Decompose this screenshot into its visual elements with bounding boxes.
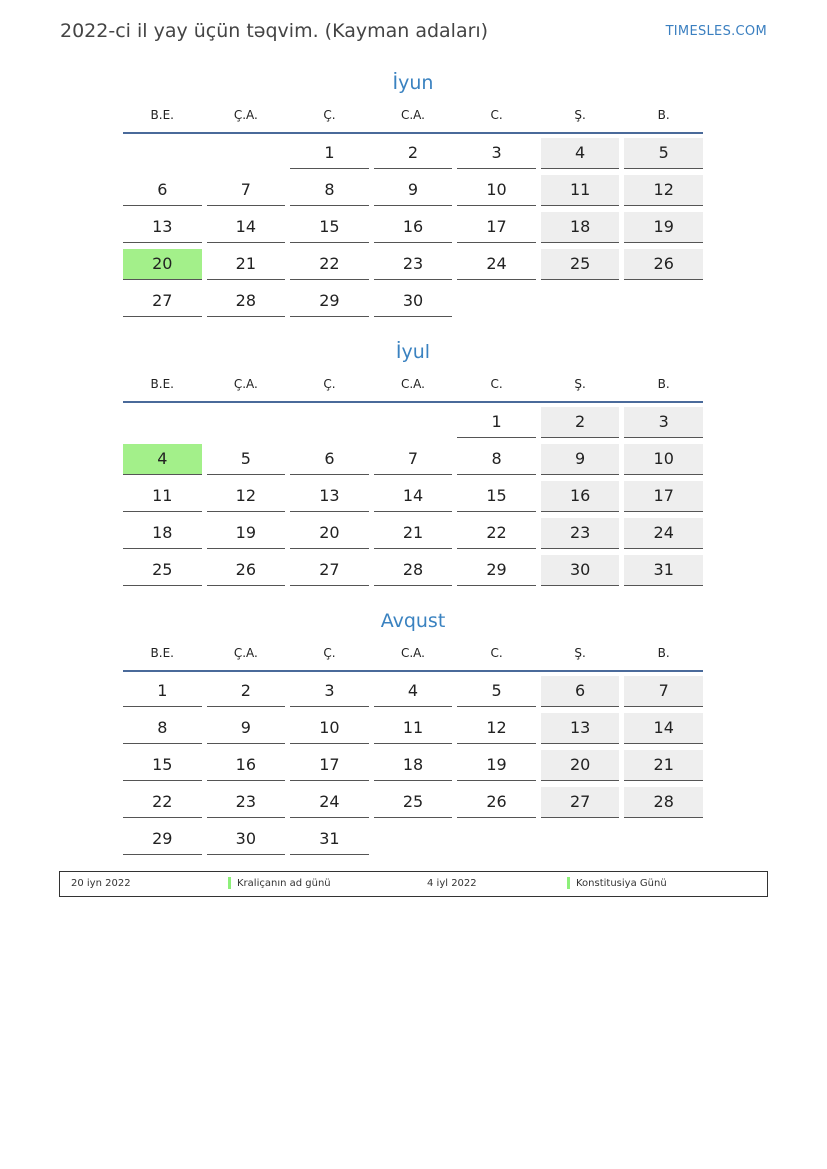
empty-cell xyxy=(123,138,202,168)
day-cell[interactable]: 21 xyxy=(624,750,703,781)
day-cell[interactable]: 16 xyxy=(374,212,453,243)
weekday-label: Ç. xyxy=(323,646,336,660)
day-cell[interactable]: 12 xyxy=(457,713,536,744)
day-cell[interactable]: 23 xyxy=(541,518,620,549)
day-cell[interactable]: 2 xyxy=(207,676,286,707)
weekday-label: B. xyxy=(657,108,670,122)
day-cell[interactable]: 24 xyxy=(457,249,536,280)
legend-holiday-1: Kraliçanın ad günü xyxy=(237,878,331,889)
legend-date-2: 4 iyl 2022 xyxy=(427,878,477,889)
day-cell[interactable]: 22 xyxy=(457,518,536,549)
day-cell[interactable]: 4 xyxy=(123,444,202,475)
weekday-header xyxy=(123,98,703,134)
day-cell[interactable]: 6 xyxy=(290,444,369,475)
day-cell[interactable]: 24 xyxy=(624,518,703,549)
weekday-label: Ş. xyxy=(574,377,586,391)
day-cell[interactable]: 28 xyxy=(624,787,703,818)
empty-cell xyxy=(541,824,620,854)
day-cell[interactable]: 13 xyxy=(290,481,369,512)
holiday-legend xyxy=(59,871,768,897)
day-cell[interactable]: 19 xyxy=(624,212,703,243)
day-cell[interactable]: 27 xyxy=(123,286,202,317)
day-cell[interactable]: 14 xyxy=(624,713,703,744)
day-cell[interactable]: 23 xyxy=(374,249,453,280)
day-cell[interactable]: 20 xyxy=(541,750,620,781)
day-cell[interactable]: 26 xyxy=(207,555,286,586)
day-cell[interactable]: 22 xyxy=(290,249,369,280)
day-cell[interactable]: 4 xyxy=(541,138,620,169)
day-cell[interactable]: 6 xyxy=(541,676,620,707)
empty-cell xyxy=(207,138,286,168)
month-july xyxy=(123,337,703,592)
day-cell[interactable]: 11 xyxy=(374,713,453,744)
day-cell[interactable]: 19 xyxy=(207,518,286,549)
day-cell[interactable]: 11 xyxy=(541,175,620,206)
weekday-label: C. xyxy=(490,646,503,660)
empty-cell xyxy=(541,286,620,316)
day-cell[interactable]: 2 xyxy=(374,138,453,169)
day-cell[interactable]: 26 xyxy=(624,249,703,280)
day-cell[interactable]: 16 xyxy=(207,750,286,781)
day-cell[interactable]: 9 xyxy=(207,713,286,744)
holiday-marker-icon xyxy=(228,877,231,889)
weekday-header xyxy=(123,367,703,403)
day-cell[interactable]: 4 xyxy=(374,676,453,707)
legend-date-1: 20 iyn 2022 xyxy=(71,878,131,889)
day-cell[interactable]: 30 xyxy=(541,555,620,586)
day-cell[interactable]: 16 xyxy=(541,481,620,512)
day-cell[interactable]: 8 xyxy=(457,444,536,475)
weekday-label: B. xyxy=(657,646,670,660)
day-cell[interactable]: 27 xyxy=(290,555,369,586)
empty-cell xyxy=(290,407,369,437)
weekday-label: B.E. xyxy=(150,108,174,122)
holiday-marker-icon xyxy=(567,877,570,889)
day-cell[interactable]: 21 xyxy=(374,518,453,549)
day-cell[interactable]: 5 xyxy=(207,444,286,475)
weekday-label: B. xyxy=(657,377,670,391)
day-cell[interactable]: 29 xyxy=(457,555,536,586)
day-cell[interactable]: 20 xyxy=(290,518,369,549)
weekday-label: C. xyxy=(490,108,503,122)
day-cell[interactable]: 29 xyxy=(123,824,202,855)
weekday-label: Ç.A. xyxy=(233,108,258,122)
empty-cell xyxy=(457,824,536,854)
month-title: Avqust xyxy=(380,610,446,632)
day-cell[interactable]: 3 xyxy=(624,407,703,438)
day-cell[interactable]: 22 xyxy=(123,787,202,818)
day-cell[interactable]: 13 xyxy=(541,713,620,744)
page-title: 2022-ci il yay üçün təqvim. (Kayman adaları) xyxy=(60,20,489,42)
day-cell[interactable]: 15 xyxy=(123,750,202,781)
day-cell[interactable]: 28 xyxy=(207,286,286,317)
day-cell[interactable]: 31 xyxy=(624,555,703,586)
day-cell[interactable]: 17 xyxy=(624,481,703,512)
weekday-label: C. xyxy=(490,377,503,391)
day-cell[interactable]: 15 xyxy=(290,212,369,243)
day-cell[interactable]: 18 xyxy=(123,518,202,549)
month-title: İyul xyxy=(395,341,431,363)
day-cell[interactable]: 8 xyxy=(290,175,369,206)
day-cell[interactable]: 21 xyxy=(207,249,286,280)
day-cell[interactable]: 25 xyxy=(123,555,202,586)
weekday-label: B.E. xyxy=(150,377,174,391)
weekday-label: Ç.A. xyxy=(233,377,258,391)
day-grid xyxy=(123,138,703,323)
month-august xyxy=(123,606,703,861)
day-cell[interactable]: 12 xyxy=(207,481,286,512)
day-cell[interactable]: 27 xyxy=(541,787,620,818)
day-cell[interactable]: 1 xyxy=(457,407,536,438)
month-title: İyun xyxy=(392,72,434,94)
day-cell[interactable]: 30 xyxy=(207,824,286,855)
empty-cell xyxy=(207,407,286,437)
day-cell[interactable]: 25 xyxy=(374,787,453,818)
weekday-label: Ç. xyxy=(323,377,336,391)
day-cell[interactable]: 14 xyxy=(374,481,453,512)
day-cell[interactable]: 30 xyxy=(374,286,453,317)
empty-cell xyxy=(374,824,453,854)
month-june xyxy=(123,68,703,323)
day-cell[interactable]: 14 xyxy=(207,212,286,243)
day-cell[interactable]: 28 xyxy=(374,555,453,586)
empty-cell xyxy=(123,407,202,437)
day-cell[interactable]: 11 xyxy=(123,481,202,512)
day-cell[interactable]: 6 xyxy=(123,175,202,206)
day-cell[interactable]: 25 xyxy=(541,249,620,280)
day-cell[interactable]: 17 xyxy=(290,750,369,781)
brand-logo[interactable]: TIMESLES.COM xyxy=(665,24,767,39)
weekday-label: Ç. xyxy=(323,108,336,122)
day-grid xyxy=(123,676,703,861)
day-cell[interactable]: 7 xyxy=(624,676,703,707)
day-cell[interactable]: 5 xyxy=(457,676,536,707)
day-cell[interactable]: 18 xyxy=(374,750,453,781)
day-cell[interactable]: 7 xyxy=(374,444,453,475)
day-cell[interactable]: 3 xyxy=(290,676,369,707)
day-grid xyxy=(123,407,703,592)
empty-cell xyxy=(374,407,453,437)
legend-holiday-2: Konstitusiya Günü xyxy=(576,878,667,889)
day-cell[interactable]: 9 xyxy=(541,444,620,475)
day-cell[interactable]: 10 xyxy=(290,713,369,744)
day-cell[interactable]: 29 xyxy=(290,286,369,317)
weekday-label: C.A. xyxy=(400,377,425,391)
day-cell[interactable]: 15 xyxy=(457,481,536,512)
weekday-header xyxy=(123,636,703,672)
weekday-label: B.E. xyxy=(150,646,174,660)
day-cell[interactable]: 8 xyxy=(123,713,202,744)
empty-cell xyxy=(624,286,703,316)
day-cell[interactable]: 31 xyxy=(290,824,369,855)
day-cell[interactable]: 18 xyxy=(541,212,620,243)
day-cell[interactable]: 7 xyxy=(207,175,286,206)
weekday-label: Ş. xyxy=(574,108,586,122)
empty-cell xyxy=(457,286,536,316)
day-cell[interactable]: 10 xyxy=(457,175,536,206)
day-cell[interactable]: 3 xyxy=(457,138,536,169)
day-cell[interactable]: 1 xyxy=(123,676,202,707)
day-cell[interactable]: 24 xyxy=(290,787,369,818)
weekday-label: C.A. xyxy=(400,646,425,660)
day-cell[interactable]: 26 xyxy=(457,787,536,818)
day-cell[interactable]: 19 xyxy=(457,750,536,781)
day-cell[interactable]: 20 xyxy=(123,249,202,280)
day-cell[interactable]: 9 xyxy=(374,175,453,206)
weekday-label: Ş. xyxy=(574,646,586,660)
day-cell[interactable]: 13 xyxy=(123,212,202,243)
day-cell[interactable]: 10 xyxy=(624,444,703,475)
day-cell[interactable]: 5 xyxy=(624,138,703,169)
day-cell[interactable]: 23 xyxy=(207,787,286,818)
day-cell[interactable]: 17 xyxy=(457,212,536,243)
weekday-label: Ç.A. xyxy=(233,646,258,660)
empty-cell xyxy=(624,824,703,854)
day-cell[interactable]: 1 xyxy=(290,138,369,169)
day-cell[interactable]: 12 xyxy=(624,175,703,206)
day-cell[interactable]: 2 xyxy=(541,407,620,438)
weekday-label: C.A. xyxy=(400,108,425,122)
